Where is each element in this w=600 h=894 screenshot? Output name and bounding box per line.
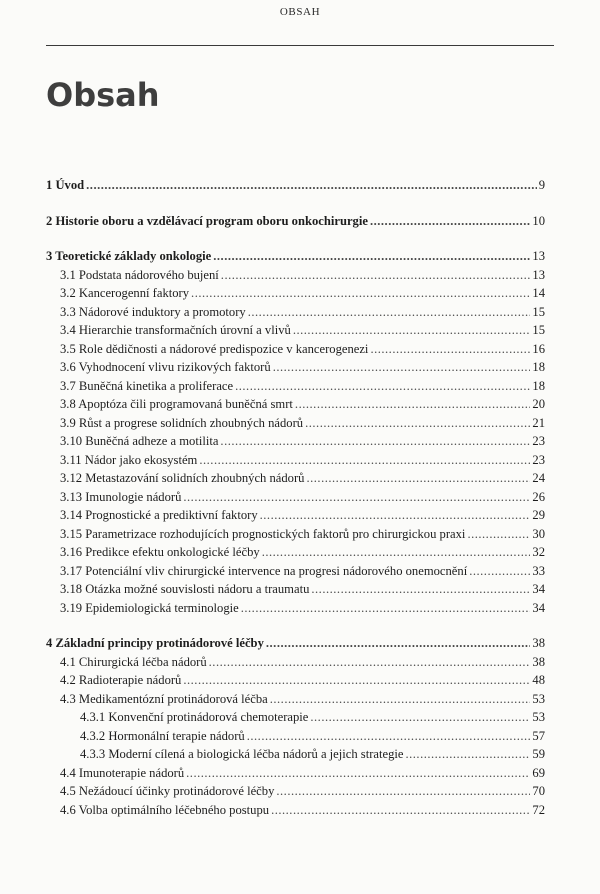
toc-page-number: 34 (532, 600, 545, 615)
toc-page-number: 33 (532, 563, 545, 578)
toc-page-number: 38 (532, 654, 545, 669)
page-title: Obsah (46, 76, 160, 114)
toc-section[interactable] (46, 599, 545, 618)
dot-leader (405, 745, 530, 764)
toc-page-number: 32 (532, 545, 545, 559)
table-of-contents (46, 176, 545, 819)
toc-section[interactable] (46, 321, 545, 340)
toc-page-number: 18 (532, 378, 545, 393)
dot-leader (86, 176, 537, 195)
toc-section[interactable] (46, 782, 545, 801)
toc-page-number: 10 (532, 213, 545, 228)
toc-entry-title: 4.3 Medikamentózní protinádorová léčba (60, 691, 268, 706)
toc-page-number: 29 (532, 508, 545, 522)
dot-leader (266, 634, 531, 653)
toc-section[interactable] (46, 340, 545, 359)
toc-page-number: 72 (532, 802, 545, 817)
dot-leader (209, 653, 531, 672)
toc-entry-title: 3.14 Prognostické a prediktivní faktory (60, 508, 258, 522)
header-rule (46, 45, 554, 46)
toc-page-number: 26 (532, 489, 545, 504)
toc-section[interactable] (46, 525, 545, 544)
toc-subsection[interactable] (46, 708, 545, 727)
dot-leader (310, 708, 530, 727)
toc-entry-title: 3.10 Buněčná adheze a motilita (60, 434, 219, 448)
toc-entry-title: 3 Teoretické základy onkologie (46, 249, 212, 263)
toc-entry-title: 2 Historie oboru a vzdělávací program oboru onkochirurgie (46, 213, 368, 228)
dot-leader (235, 377, 530, 396)
toc-section[interactable] (46, 690, 545, 709)
toc-section[interactable] (46, 506, 545, 525)
dot-leader (293, 321, 531, 340)
toc-page-number: 23 (532, 434, 545, 448)
toc-section[interactable] (46, 303, 545, 322)
toc-entry-title: 4.5 Nežádoucí účinky protinádorové léčby (60, 784, 275, 798)
toc-chapter[interactable] (46, 176, 545, 195)
toc-entry-title: 3.11 Nádor jako ekosystém (60, 452, 198, 467)
dot-leader (467, 525, 530, 544)
toc-section[interactable] (46, 284, 545, 303)
toc-page-number: 69 (532, 765, 545, 780)
toc-page-number: 23 (532, 452, 545, 467)
toc-entry-title: 3.15 Parametrizace rozhodujících prognostických faktorů pro chirurgickou praxi (60, 526, 466, 541)
toc-page-number: 14 (532, 286, 545, 300)
toc-subsection[interactable] (46, 745, 545, 764)
toc-chapter[interactable] (46, 247, 545, 266)
dot-leader (276, 782, 530, 801)
toc-entry-title: 3.6 Vyhodnocení vlivu rizikových faktorů (60, 360, 271, 374)
toc-page-number: 48 (532, 673, 545, 687)
toc-section[interactable] (46, 764, 545, 783)
toc-section[interactable] (46, 543, 545, 562)
toc-entry-title: 4.6 Volba optimálního léčebného postupu (60, 802, 270, 817)
toc-section[interactable] (46, 395, 545, 414)
dot-leader (221, 266, 531, 285)
toc-page-number: 38 (532, 636, 545, 650)
toc-section[interactable] (46, 488, 545, 507)
toc-entry-title: 3.1 Podstata nádorového bujení (60, 267, 219, 282)
toc-section[interactable] (46, 377, 545, 396)
toc-entry-title: 4.3.2 Hormonální terapie nádorů (80, 728, 245, 743)
dot-leader (273, 358, 531, 377)
dot-leader (370, 340, 530, 359)
toc-page-number: 15 (532, 323, 545, 337)
toc-page-number: 9 (538, 178, 545, 192)
toc-entry-title: 3.9 Růst a progrese solidních zhoubných nádorů (60, 415, 304, 430)
toc-section[interactable] (46, 653, 545, 672)
dot-leader (305, 414, 530, 433)
toc-page-number: 13 (532, 267, 545, 282)
dot-leader (248, 303, 531, 322)
toc-entry-title: 3.19 Epidemiologická terminologie (60, 600, 239, 615)
toc-section[interactable] (46, 469, 545, 488)
dot-leader (260, 506, 531, 525)
toc-page-number: 57 (532, 728, 545, 743)
toc-page-number: 21 (532, 415, 545, 430)
dot-leader (241, 599, 531, 618)
dot-leader (311, 580, 530, 599)
toc-entry-title: 3.13 Imunologie nádorů (60, 489, 182, 504)
toc-entry-title: 4.3.3 Moderní cílená a biologická léčba nádorů a jejich strategie (80, 747, 404, 761)
toc-page-number: 59 (532, 747, 545, 761)
dot-leader (262, 543, 531, 562)
toc-entry-title: 3.7 Buněčná kinetika a proliferace (60, 378, 234, 393)
toc-entry-title: 3.3 Nádorové induktory a promotory (60, 304, 246, 319)
toc-subsection[interactable] (46, 727, 545, 746)
dot-leader (306, 469, 530, 488)
toc-entry-title: 3.18 Otázka možné souvislosti nádoru a traumatu (60, 582, 310, 596)
dot-leader (213, 247, 530, 266)
toc-page-number: 16 (532, 341, 545, 356)
toc-page-number: 34 (532, 582, 545, 596)
toc-entry-title: 3.4 Hierarchie transformačních úrovní a vlivů (60, 323, 291, 337)
toc-page-number: 70 (532, 784, 545, 798)
toc-section[interactable] (46, 801, 545, 820)
toc-section[interactable] (46, 358, 545, 377)
toc-page-number: 13 (532, 249, 545, 263)
dot-leader (191, 284, 530, 303)
toc-entry-title: 1 Úvod (46, 178, 85, 192)
toc-section[interactable] (46, 451, 545, 470)
dot-leader (247, 727, 531, 746)
toc-section[interactable] (46, 432, 545, 451)
dot-leader (220, 432, 530, 451)
dot-leader (199, 451, 530, 470)
toc-page-number: 18 (532, 360, 545, 374)
toc-entry-title: 4.3.1 Konvenční protinádorová chemoterapie (80, 710, 309, 724)
toc-page-number: 30 (532, 526, 545, 541)
toc-page-number: 53 (532, 710, 545, 724)
dot-leader (186, 764, 530, 783)
toc-section[interactable] (46, 580, 545, 599)
toc-page-number: 20 (532, 397, 545, 411)
toc-entry-title: 3.5 Role dědičnosti a nádorové predispozice v kancerogenezi (60, 341, 369, 356)
toc-entry-title: 4.2 Radioterapie nádorů (60, 673, 182, 687)
toc-chapter[interactable] (46, 212, 545, 231)
running-head: OBSAH (279, 6, 321, 18)
dot-leader (370, 212, 530, 231)
toc-chapter[interactable] (46, 634, 545, 653)
toc-entry-title: 4.1 Chirurgická léčba nádorů (60, 654, 207, 669)
dot-leader (183, 488, 530, 507)
toc-section[interactable] (46, 266, 545, 285)
toc-page-number: 53 (532, 691, 545, 706)
toc-entry-title: 3.8 Apoptóza čili programovaná buněčná smrt (60, 397, 293, 411)
toc-entry-title: 3.16 Predikce efektu onkologické léčby (60, 545, 260, 559)
dot-leader (271, 801, 530, 820)
dot-leader (183, 671, 530, 690)
toc-entry-title: 3.17 Potenciální vliv chirurgické intervence na progresi nádorového onemocnění (60, 563, 468, 578)
toc-entry-title: 4 Základní principy protinádorové léčby (46, 636, 264, 650)
toc-section[interactable] (46, 671, 545, 690)
toc-section[interactable] (46, 414, 545, 433)
toc-section[interactable] (46, 562, 545, 581)
dot-leader (469, 562, 530, 581)
toc-page-number: 15 (532, 304, 545, 319)
toc-entry-title: 3.12 Metastazování solidních zhoubných nádorů (60, 471, 305, 485)
toc-page-number: 24 (532, 471, 545, 485)
dot-leader (270, 690, 531, 709)
dot-leader (295, 395, 530, 414)
toc-entry-title: 4.4 Imunoterapie nádorů (60, 765, 185, 780)
toc-entry-title: 3.2 Kancerogenní faktory (60, 286, 190, 300)
